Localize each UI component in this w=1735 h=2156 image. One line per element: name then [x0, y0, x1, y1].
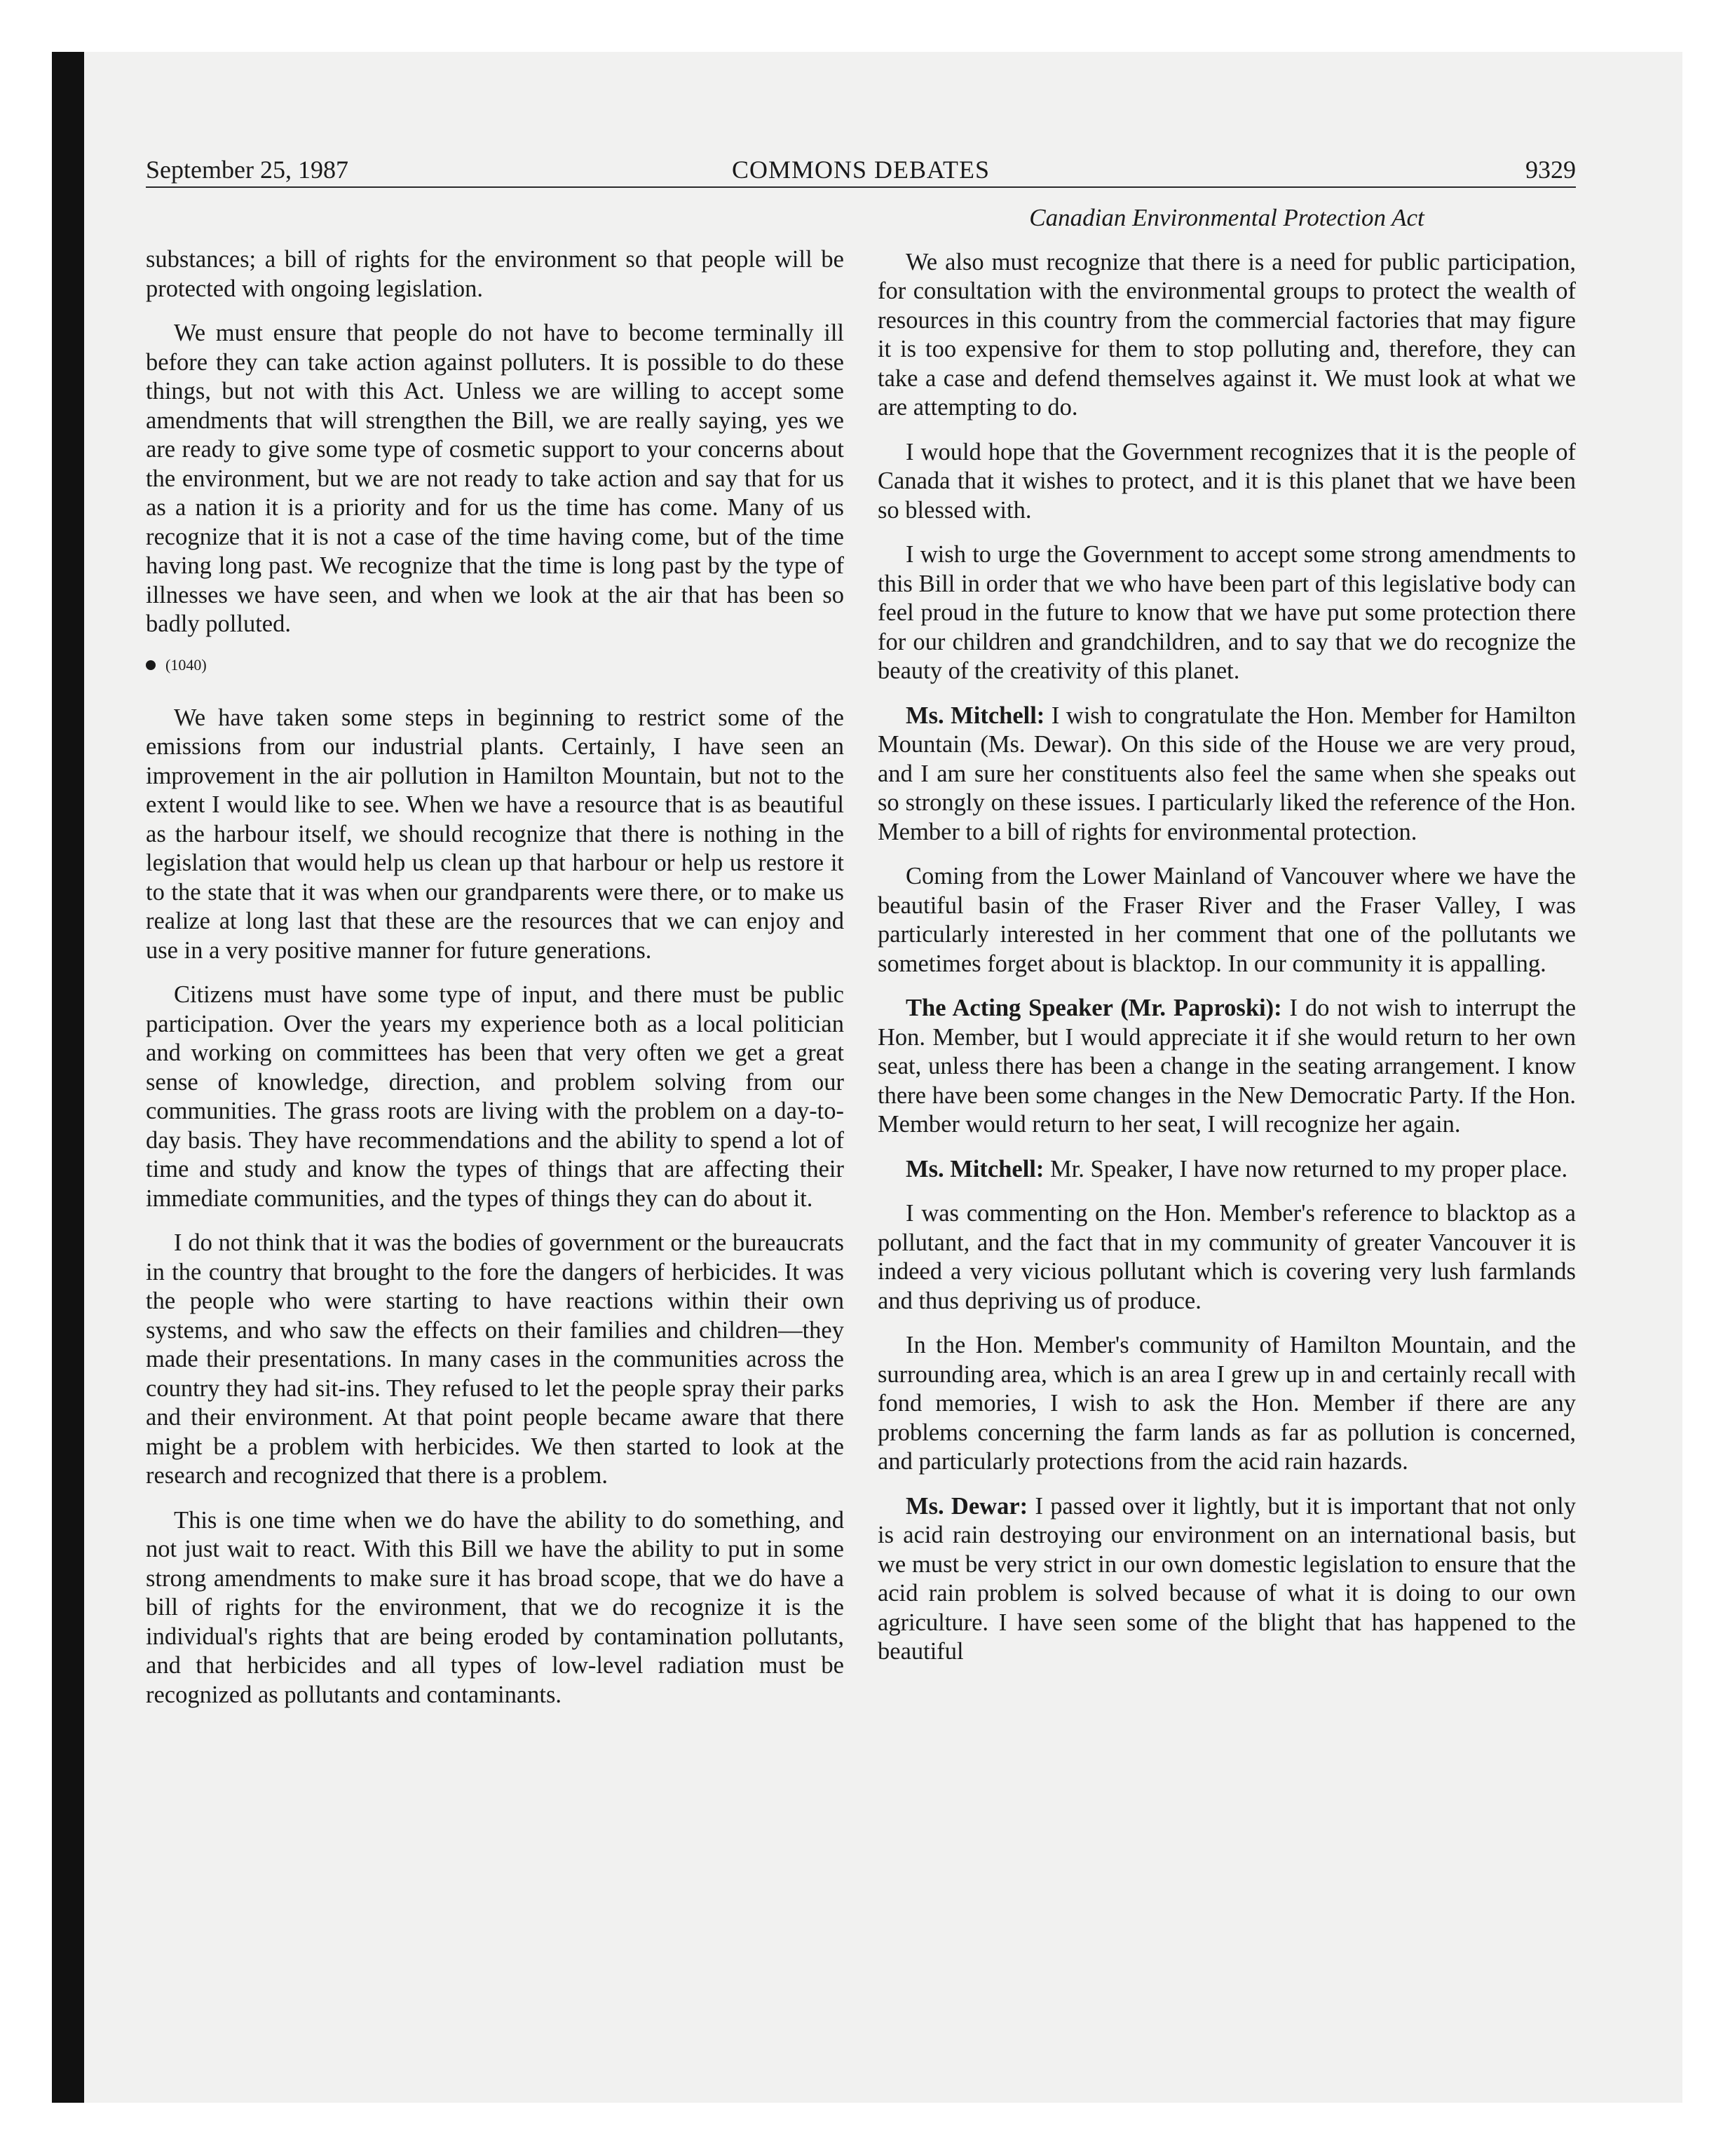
section-title: Canadian Environmental Protection Act [1029, 204, 1424, 231]
speech-text: I do not wish to interrupt the Hon. Member, but I would appreciate it if she would return to her own seat, unless there has been a change in the seating arrangement. I know there have been some changes in the New Democratic Party. If the Hon. Member would return to her seat, I will recognize her again. [878, 995, 1577, 1138]
bullet-icon [146, 660, 156, 670]
header-rule [146, 186, 1576, 188]
paragraph: We must ensure that people do not have to become terminally ill before they can take action against polluters. It is possible to do these things, but not with this Act. Unless we are willing to accept some amendments that will strengthen the Bill, we are really saying, yes we are ready to give some type of cosmetic support to your concerns about the environment, but we are not ready to take action and say that for us as a nation it is a priority and for us the time has come. Many of us recognize that it is not a case of the time having come, but of the time having long past. We recognize that the time is long past by the type of illnesses we have seen, and when we look at the air that has been so badly polluted. [146, 320, 844, 637]
header-publication: COMMONS DEBATES [731, 156, 991, 184]
paragraph: Citizens must have some type of input, and there must be public participation. Over the years my experience both as a local politician and working on committees has been that very often we get a great sense of knowledge, direction, and problem solving from our communities. The grass roots are living with the problem on a day-to-day basis. They have recommendations and the ability to spend a lot of time and study and know the types of things that are affecting their immediate communities, and the types of things they can do about it. [146, 981, 844, 1212]
speaker-name: Ms. Dewar: [906, 1492, 1028, 1520]
paragraph: I wish to urge the Government to accept some strong amendments to this Bill in order that we who have been part of this legislative body can feel proud in the future to know that we have put some protection there for our children and grandchildren, and to say that we do recognize the beauty of the creativity of this planet. [878, 541, 1576, 684]
speech [878, 702, 1576, 847]
binding-edge [52, 52, 84, 2103]
left-column [146, 245, 844, 1725]
page-header [146, 156, 1576, 191]
paragraph: Coming from the Lower Mainland of Vancouver where we have the beautiful basin of the Fraser River and the Fraser Valley, I was particularly interested in her comment that one of the pollutants we sometimes forget about is blacktop. In our community it is appalling. [878, 863, 1576, 977]
speech [878, 1155, 1576, 1185]
paragraph: This is one time when we do have the ability to do something, and not just wait to react. With this Bill we have the ability to put in some strong amendments to make sure it has broad scope, that we do have a bill of rights for the environment, that we do recognize it is the individual's rights that are being eroded by contamination pollutants, and that herbicides and all types of low-level radiation must be recognized as pollutants and contaminants. [146, 1506, 844, 1708]
speaker-name: The Acting Speaker (Mr. Paproski): [906, 995, 1282, 1021]
speech [878, 1492, 1576, 1667]
time-marker [146, 655, 844, 676]
right-column [878, 203, 1576, 1682]
paragraph: substances; a bill of rights for the environment so that people will be protected with ongoing legislation. [146, 246, 844, 302]
paragraph: I do not think that it was the bodies of government or the bureaucrats in the country that brought to the fore the dangers of herbicides. It was the people who were starting to have reactions within their own systems, and who saw the effects on their families and children—they made their presentations. In many cases in the communities across the country they had sit-ins. They refused to let the people spray their parks and their environment. At that point people became aware that there might be a problem with herbicides. We then started to look at the research and recognized that there is a problem. [146, 1229, 844, 1489]
speech-text: Mr. Speaker, I have now returned to my proper place. [1049, 1155, 1568, 1182]
paragraph: In the Hon. Member's community of Hamilton Mountain, and the surrounding area, which is an area I grew up in and certainly recall with fond memories, I wish to ask the Hon. Member if there are any problems concerning the farm lands as far as pollution is concerned, and particularly protections from the acid rain hazards. [878, 1332, 1576, 1475]
paragraph: I was commenting on the Hon. Member's reference to blacktop as a pollutant, and the fact that in my community of greater Vancouver it is indeed a very vicious pollutant which is covering very lush farmlands and thus depriving us of produce. [878, 1200, 1576, 1314]
speaker-name: Ms. Mitchell: [906, 702, 1045, 729]
speech-text: I passed over it lightly, but it is important that not only is acid rain destroying our environment on an international basis, but we must be very strict in our own domestic legislation to ensure that the acid rain problem is solved because of what it is doing to our own agriculture. I have seen some of the blight that has happened to the beautiful [878, 1492, 1577, 1665]
paragraph: We have taken some steps in beginning to restrict some of the emissions from our industrial plants. Certainly, I have seen an improvement in the air pollution in Hamilton Mountain, but not to the extent I would like to see. When we have a resource that is as beautiful as the harbour itself, we should recognize that there is nothing in the legislation that would help us clean up that harbour or help us restore it to the state that it was when our grandparents were there, or to make us realize at long last that these are the resources that we can enjoy and use in a very positive manner for future generations. [146, 704, 844, 964]
paragraph: I would hope that the Government recognizes that it is the people of Canada that it wishes to protect, and it is this planet that we have been so blessed with. [878, 438, 1576, 524]
header-page-number: 9329 [1525, 156, 1576, 184]
speaker-name: Ms. Mitchell: [906, 1155, 1045, 1182]
header-date: September 25, 1987 [146, 156, 348, 184]
speech [878, 994, 1576, 1140]
speech-text: I wish to congratulate the Hon. Member for Hamilton Mountain (Ms. Dewar). On this side of the House we are very proud, and I am sure her constituents also feel the same when she speaks out so strongly on these issues. I particularly liked the reference of the Hon. Member to a bill of rights for environmental protection. [878, 702, 1577, 845]
time-marker-text: (1040) [165, 655, 207, 674]
paragraph: We also must recognize that there is a need for public participation, for consultation with the environmental groups to protect the wealth of resources in this country from the commercial factories that may figure it is too expensive for them to stop polluting and, therefore, they can take a case and defend themselves against it. We must look at what we are attempting to do. [878, 248, 1576, 421]
